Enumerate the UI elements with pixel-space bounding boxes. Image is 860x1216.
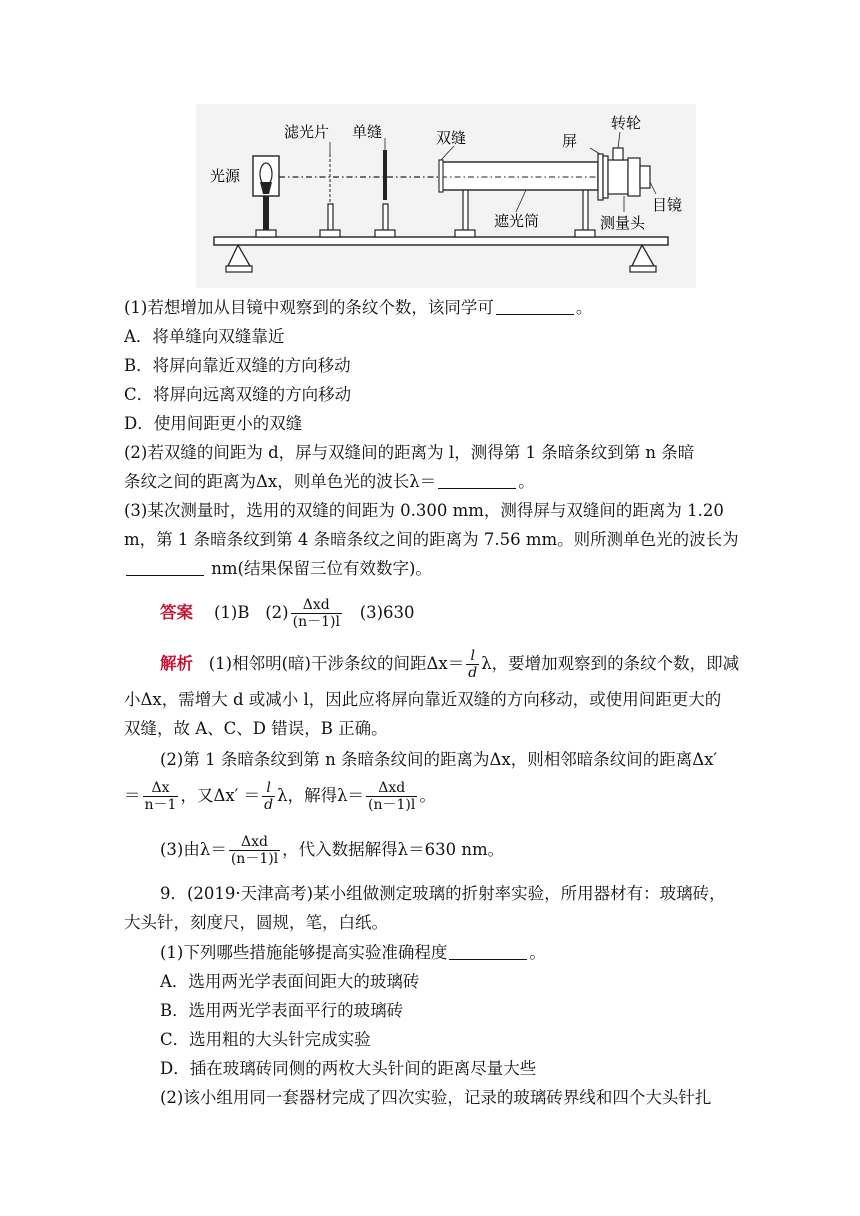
q8-option-a: A．将单缝向双缝靠近	[124, 327, 285, 346]
analysis-line6: (3)由λ＝ $\frac{\text{Δxd}}{(n-1)l}$ ，代入数据解得λ＝630 nm。	[160, 834, 505, 867]
double-slit-apparatus-figure	[196, 104, 696, 288]
q8-part2-line1: (2)若双缝的间距为 d，屏与双缝间的距离为 l，测得第 1 条暗条纹到第 n 条暗	[124, 443, 695, 462]
label-shading-tube: 遮光筒	[494, 214, 540, 230]
label-double-slit: 双缝	[436, 131, 467, 147]
answer-line: 答案 (1)B (2) $\frac{\text{Δxd}}{(n-1)l}$ (3)630	[160, 597, 415, 630]
q8-part3-line3: nm(结果保留三位有效数字)。	[124, 558, 432, 580]
label-eyepiece: 目镜	[652, 198, 683, 214]
q8-part3-line2: m，第 1 条暗条纹到第 4 条暗条纹之间的距离为 7.56 mm。则所测单色光的波长为	[124, 530, 739, 549]
analysis-line3: 双缝，故 A、C、D 错误，B 正确。	[124, 719, 388, 738]
analysis-line1: 解析 (1)相邻明(暗)干涉条纹的间距Δx＝ $\frac{l}{d}$ λ，要增加观察到的条纹个数，即减	[160, 648, 740, 681]
analysis-line4: (2)第 1 条暗条纹到第 n 条暗条纹间的距离为Δx，则相邻暗条纹间的距离Δx′	[160, 750, 718, 769]
q9-part1-stem: (1)下列哪些措施能够提高实验准确程度 。	[160, 943, 546, 962]
label-screen: 屏	[562, 134, 578, 150]
label-measuring-head: 测量头	[600, 216, 646, 232]
q9-line2: 大头针，刻度尺，圆规，笔，白纸。	[124, 913, 388, 932]
answer-blank	[496, 298, 574, 315]
label-filter: 滤光片	[284, 125, 330, 141]
q8-option-b: B．将屏向靠近双缝的方向移动	[124, 356, 351, 375]
answer-blank	[449, 943, 527, 960]
q8-option-c: C．将屏向远离双缝的方向移动	[124, 385, 352, 404]
q9-line1: 9．(2019·天津高考)某小组做测定玻璃的折射率实验，所用器材有：玻璃砖，	[160, 884, 726, 903]
analysis-label: 解析	[160, 654, 193, 673]
q8-part3-line1: (3)某次测量时，选用的双缝的间距为 0.300 mm，测得屏与双缝间的距离为 1.20	[124, 501, 724, 520]
answer-label: 答案	[160, 603, 193, 622]
label-wheel: 转轮	[611, 116, 642, 132]
q9-part2-line1: (2)该小组用同一套器材完成了四次实验，记录的玻璃砖界线和四个大头针扎	[160, 1088, 712, 1107]
q8-part2-line2: 条纹之间的距离为Δx，则单色光的波长λ＝ 。	[124, 472, 535, 491]
answer-blank	[126, 559, 204, 576]
analysis-line2: 小Δx，需增大 d 或减小 l，因此应将屏向靠近双缝的方向移动，或使用间距更大的	[124, 690, 722, 709]
q9-option-a: A．选用两光学表面间距大的玻璃砖	[160, 972, 420, 991]
answer-fraction: $\frac{\text{Δxd}}{(n-1)l}$	[292, 597, 340, 630]
q9-option-c: C．选用粗的大头针完成实验	[160, 1030, 371, 1049]
analysis-line5: ＝ $\frac{\Delta x}{n-1}$ ，又Δx′ ＝ $\frac{l}{d}$ λ，解得λ＝ $\frac{\text{Δxd}}{(n-1)l}$ 。	[124, 780, 436, 813]
label-single-slit: 单缝	[352, 125, 383, 141]
q9-option-d: D．插在玻璃砖同侧的两枚大头针间的距离尽量大些	[160, 1059, 537, 1078]
q8-option-d: D．使用间距更小的双缝	[124, 414, 303, 433]
q9-option-b: B．选用两光学表面平行的玻璃砖	[160, 1001, 404, 1020]
label-light-source: 光源	[210, 169, 241, 185]
q8-part1-stem: (1)若想增加从目镜中观察到的条纹个数，该同学可 。	[124, 298, 593, 317]
answer-blank	[438, 472, 516, 489]
